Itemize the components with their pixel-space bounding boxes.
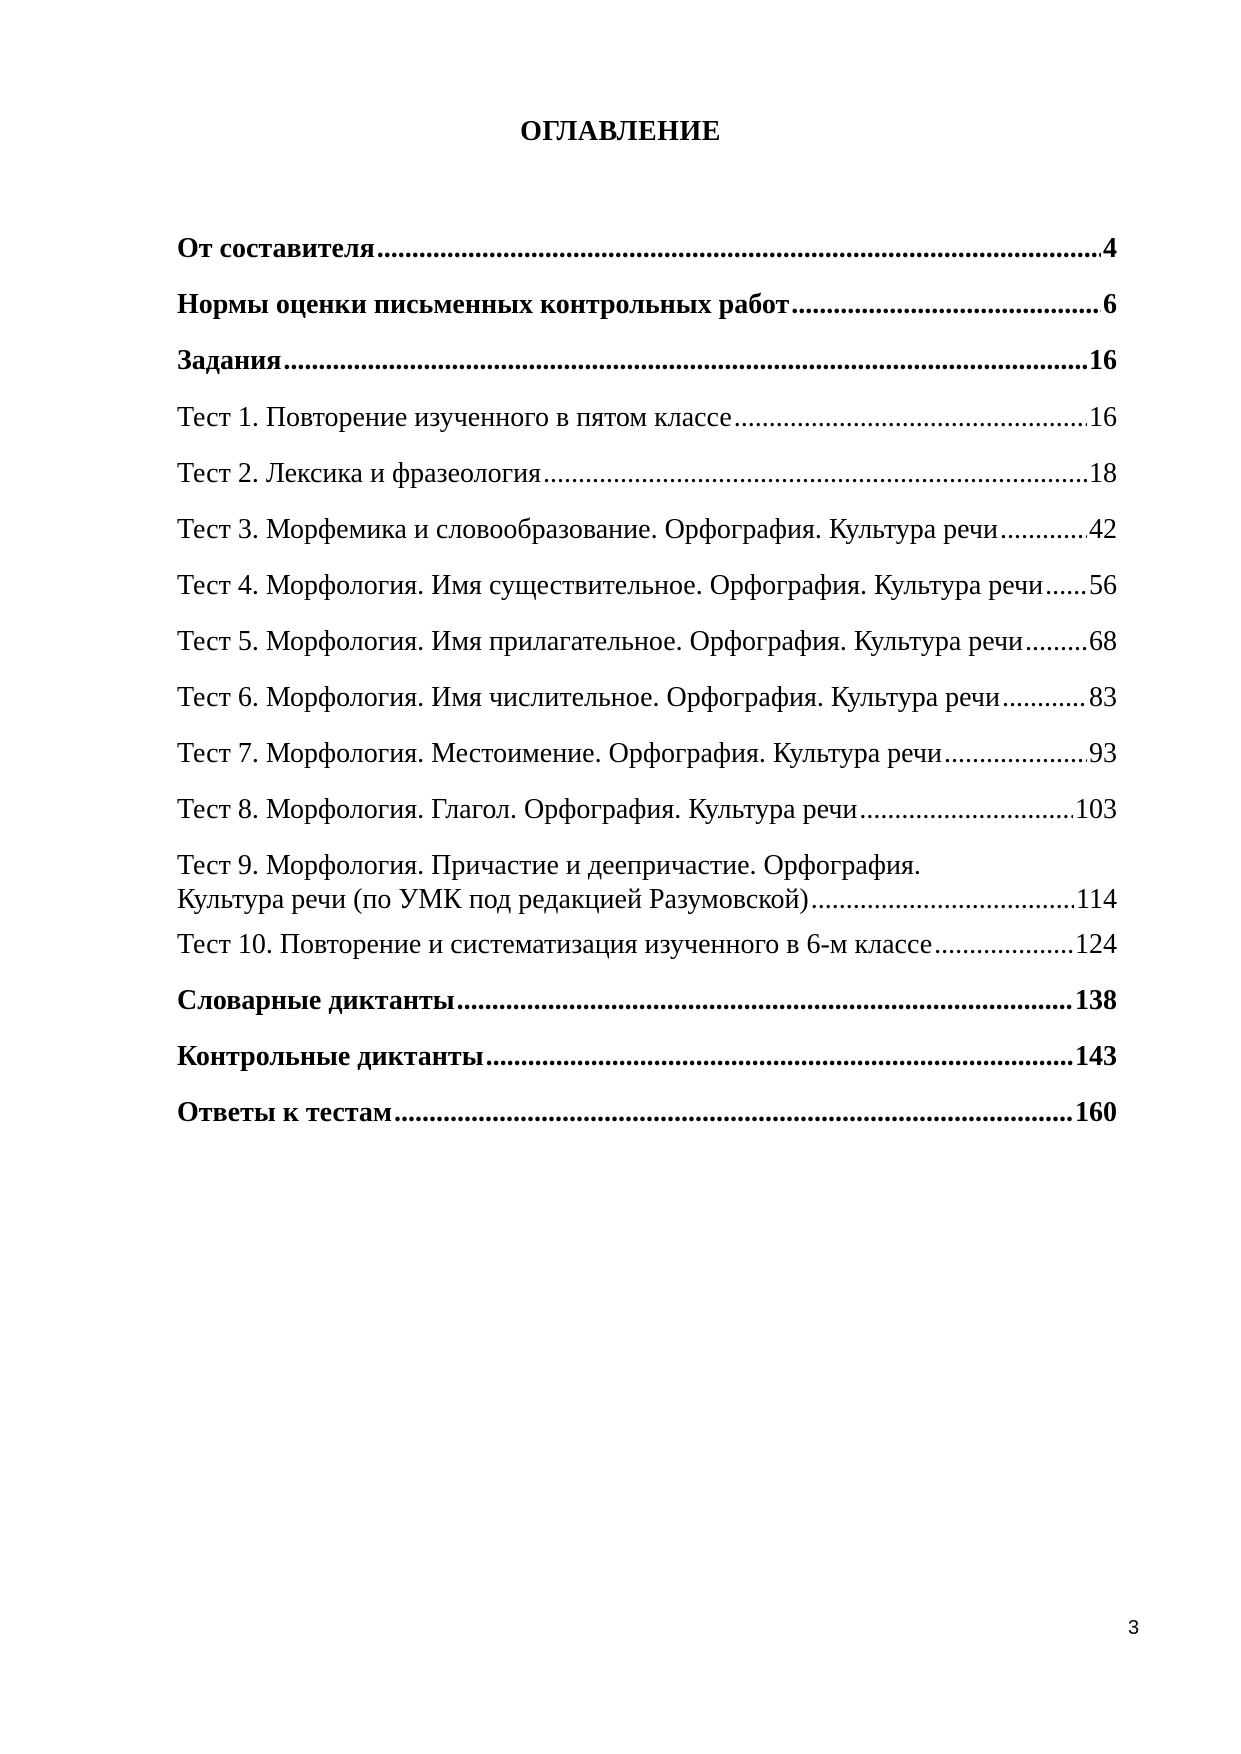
toc-dot-leader [377,232,1101,266]
toc-dot-leader [859,793,1073,827]
toc-entry-page: 83 [1089,682,1117,713]
page-number: 3 [1128,1617,1140,1639]
toc-entry-page: 16 [1089,345,1117,376]
toc-entry-page: 93 [1089,738,1117,769]
toc-entry-title: Ответы к тестам [177,1097,392,1128]
toc-dot-leader [543,457,1087,491]
toc-dot-leader [811,883,1074,917]
toc-entry-title: Тест 5. Морфология. Имя прилагательное. Орфография. Культура речи [177,626,1024,657]
toc-entry-test-5[interactable] [177,625,1117,659]
toc-entry-from-compiler[interactable] [177,232,1117,266]
toc-entry-title: Задания [177,345,282,376]
toc-entry-title-line1: Тест 9. Морфология. Причастие и деепричастие. Орфография. [177,850,921,881]
toc-entry-title: Тест 6. Морфология. Имя числительное. Орфография. Культура речи [177,682,1000,713]
toc-entry-test-2[interactable] [177,457,1117,491]
toc-entry-title: Тест 2. Лексика и фразеология [177,458,541,489]
toc-entry-page: 68 [1089,626,1117,657]
toc-entry-title: Словарные диктанты [177,985,455,1016]
toc-entry-test-10[interactable] [177,928,1117,962]
toc-entry-page: 56 [1089,570,1117,601]
toc-dot-leader [944,737,1087,771]
toc-entry-test-4[interactable] [177,569,1117,603]
toc-entry-title-line2-row [177,883,1117,917]
toc-entry-title: Культура речи (по УМК под редакцией Разумовской) [177,884,809,915]
toc-dot-leader [1025,625,1087,659]
toc-entry-page: 16 [1089,402,1117,433]
toc-entry-title: Тест 7. Морфология. Местоимение. Орфография. Культура речи [177,738,942,769]
toc-dot-leader [734,401,1087,435]
toc-entry-test-6[interactable] [177,681,1117,715]
toc-dot-leader [1000,513,1087,547]
toc-dot-leader [934,928,1073,962]
toc-entry-control-dictations[interactable] [177,1040,1117,1074]
toc-dot-leader [1045,569,1087,603]
toc-entry-title: Тест 3. Морфемика и словообразование. Орфография. Культура речи [177,514,998,545]
toc-dot-leader [791,288,1101,322]
toc-entry-page: 6 [1103,289,1117,320]
toc-entry-title: Тест 10. Повторение и систематизация изученного в 6-м классе [177,929,933,960]
toc-entry-page: 124 [1075,929,1117,960]
page-title: ОГЛАВЛЕНИЕ [520,116,721,147]
toc-entry-page: 103 [1075,794,1117,825]
toc-entry-page: 138 [1075,985,1117,1016]
toc-entry-title: Тест 4. Морфология. Имя существительное. Орфография. Культура речи [177,570,1044,601]
toc-entry-test-8[interactable] [177,793,1117,827]
toc-entry-test-3[interactable] [177,513,1117,547]
toc-entry-vocabulary-dictations[interactable] [177,984,1117,1018]
toc-entry-title: Нормы оценки письменных контрольных работ [177,289,790,320]
toc-entry-page: 18 [1089,458,1117,489]
toc-dot-leader [486,1040,1073,1074]
toc-entry-page: 143 [1075,1041,1117,1072]
toc-entry-title: Тест 1. Повторение изученного в пятом классе [177,402,732,433]
toc-entry-tasks[interactable] [177,344,1117,378]
toc-entry-page: 114 [1076,884,1117,915]
toc-entry-page: 4 [1103,233,1117,264]
toc-entry-page: 42 [1089,514,1117,545]
toc-dot-leader [457,984,1073,1018]
toc-dot-leader [394,1096,1073,1130]
toc-entry-test-7[interactable] [177,737,1117,771]
toc-dot-leader [1002,681,1087,715]
toc-entry-test-9[interactable] [177,849,1117,917]
toc-entry-title: Контрольные диктанты [177,1041,484,1072]
toc-entry-grading-norms[interactable] [177,288,1117,322]
toc-dot-leader [283,344,1087,378]
toc-entry-answers[interactable] [177,1096,1117,1130]
toc-entry-title: Тест 8. Морфология. Глагол. Орфография. Культура речи [177,794,858,825]
toc-entry-test-1[interactable] [177,401,1117,435]
toc-entry-title: От составителя [177,233,375,264]
toc-entry-page: 160 [1075,1097,1117,1128]
